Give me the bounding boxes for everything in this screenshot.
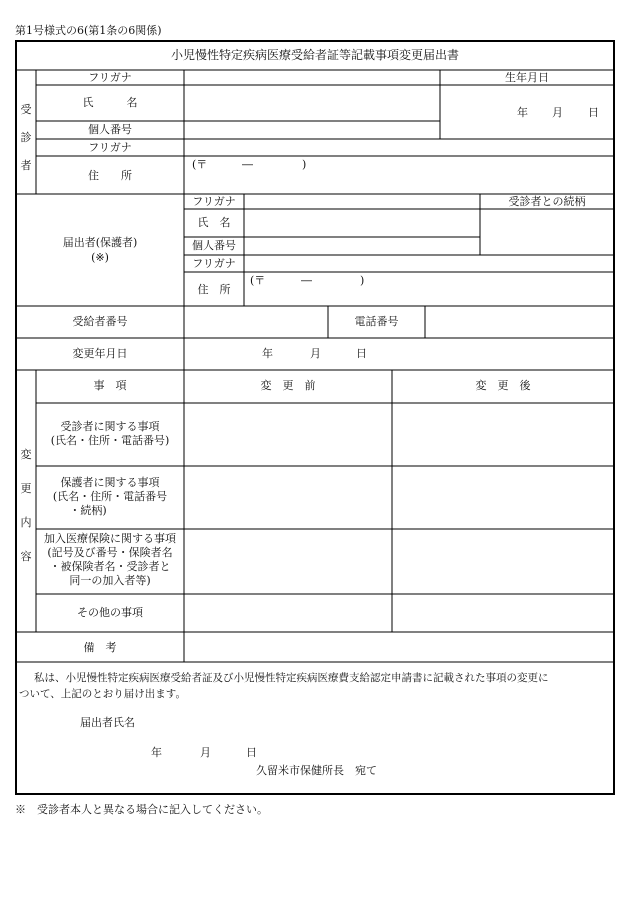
patient-label-char-2: 診 <box>20 131 32 144</box>
birthdate-month: 月 <box>552 106 563 119</box>
notifier-note: (※) <box>91 251 109 264</box>
notifier-postal-close: ) <box>360 274 365 287</box>
row-line: (記号及び番号・保険者名 <box>47 546 173 559</box>
notifier-label: 届出者(保護者) <box>62 236 138 249</box>
change-row-guardian <box>36 476 184 518</box>
declaration-line1: 私は、小児慢性特定疾病医療受給者証及び小児慢性特定疾病医療費支給認定申請書に記載された事項の変更に <box>34 672 549 684</box>
notifier-postal-dash: ― <box>301 274 312 287</box>
addressee: 久留米市保健所長 宛て <box>256 764 377 777</box>
row-line: 受診者に関する事項 <box>60 420 160 433</box>
row-line: 加入医療保険に関する事項 <box>44 532 176 545</box>
changes-label-char-3: 内 <box>20 516 32 529</box>
signer-label: 届出者氏名 <box>80 716 135 729</box>
change-date-day: 日 <box>356 347 367 360</box>
changes-label-char-1: 変 <box>20 448 32 461</box>
patient-furigana2-label: フリガナ <box>88 141 132 154</box>
change-date-month: 月 <box>310 347 321 360</box>
notifier-name-label: 氏 名 <box>197 216 231 229</box>
row-line: (氏名・住所・電話番号 <box>52 490 168 503</box>
sign-date-day: 日 <box>246 746 257 759</box>
row-line: 保護者に関する事項 <box>60 476 160 489</box>
patient-postal-close: ) <box>302 158 307 171</box>
form-title: 小児慢性特定疾病医療受給者証等記載事項変更届出書 <box>170 48 459 62</box>
recipient-number-label: 受給者番号 <box>72 315 128 328</box>
patient-address-label: 住 所 <box>88 169 132 182</box>
sign-date-month: 月 <box>200 746 211 759</box>
patient-section-label <box>16 96 36 180</box>
patient-label-char-3: 者 <box>20 159 32 172</box>
birthdate-day: 日 <box>588 106 599 119</box>
change-row-insurance <box>36 532 184 588</box>
notifier-furigana2-label: フリガナ <box>192 257 236 270</box>
col-after-header: 変 更 後 <box>475 379 531 392</box>
col-item-header: 事 項 <box>93 379 127 392</box>
change-date-year: 年 <box>262 347 273 360</box>
changes-section-label <box>16 438 36 574</box>
patient-label-char-1: 受 <box>20 103 32 116</box>
patient-personal-number-label: 個人番号 <box>88 123 132 136</box>
patient-furigana-label: フリガナ <box>88 71 132 84</box>
notifier-personal-number-label: 個人番号 <box>192 239 236 252</box>
form-number: 第1号様式の6(第1条の6関係) <box>15 24 162 37</box>
row-line: 同一の加入者等) <box>69 574 151 587</box>
patient-postal-open: (〒 <box>192 158 208 171</box>
change-row-patient <box>36 420 184 448</box>
phone-label: 電話番号 <box>354 315 399 328</box>
row-line: ・続柄) <box>69 504 107 517</box>
remarks-label: 備 考 <box>83 641 117 654</box>
footnote: ※ 受診者本人と異なる場合に記入してください。 <box>15 803 268 816</box>
notifier-address-label: 住 所 <box>197 283 231 296</box>
patient-postal-dash: ― <box>242 158 253 171</box>
row-line: (氏名・住所・電話番号) <box>50 434 170 447</box>
birthdate-label: 生年月日 <box>505 71 549 84</box>
patient-name-label: 氏 名 <box>82 96 138 109</box>
declaration-line2: ついて、上記のとおり届け出ます。 <box>19 688 186 700</box>
row-line: ・被保険者名・受診者と <box>49 560 171 573</box>
relationship-label: 受診者との続柄 <box>508 195 586 208</box>
notifier-postal-open: (〒 <box>250 274 266 287</box>
changes-label-char-2: 更 <box>20 482 32 495</box>
change-row-other <box>36 606 184 620</box>
change-date-label: 変更年月日 <box>72 347 128 360</box>
birthdate-year: 年 <box>517 106 528 119</box>
notifier-furigana-label: フリガナ <box>192 195 236 208</box>
sign-date-year: 年 <box>151 746 162 759</box>
col-before-header: 変 更 前 <box>260 379 316 392</box>
changes-label-char-4: 容 <box>20 550 32 563</box>
row-line: その他の事項 <box>77 606 143 619</box>
